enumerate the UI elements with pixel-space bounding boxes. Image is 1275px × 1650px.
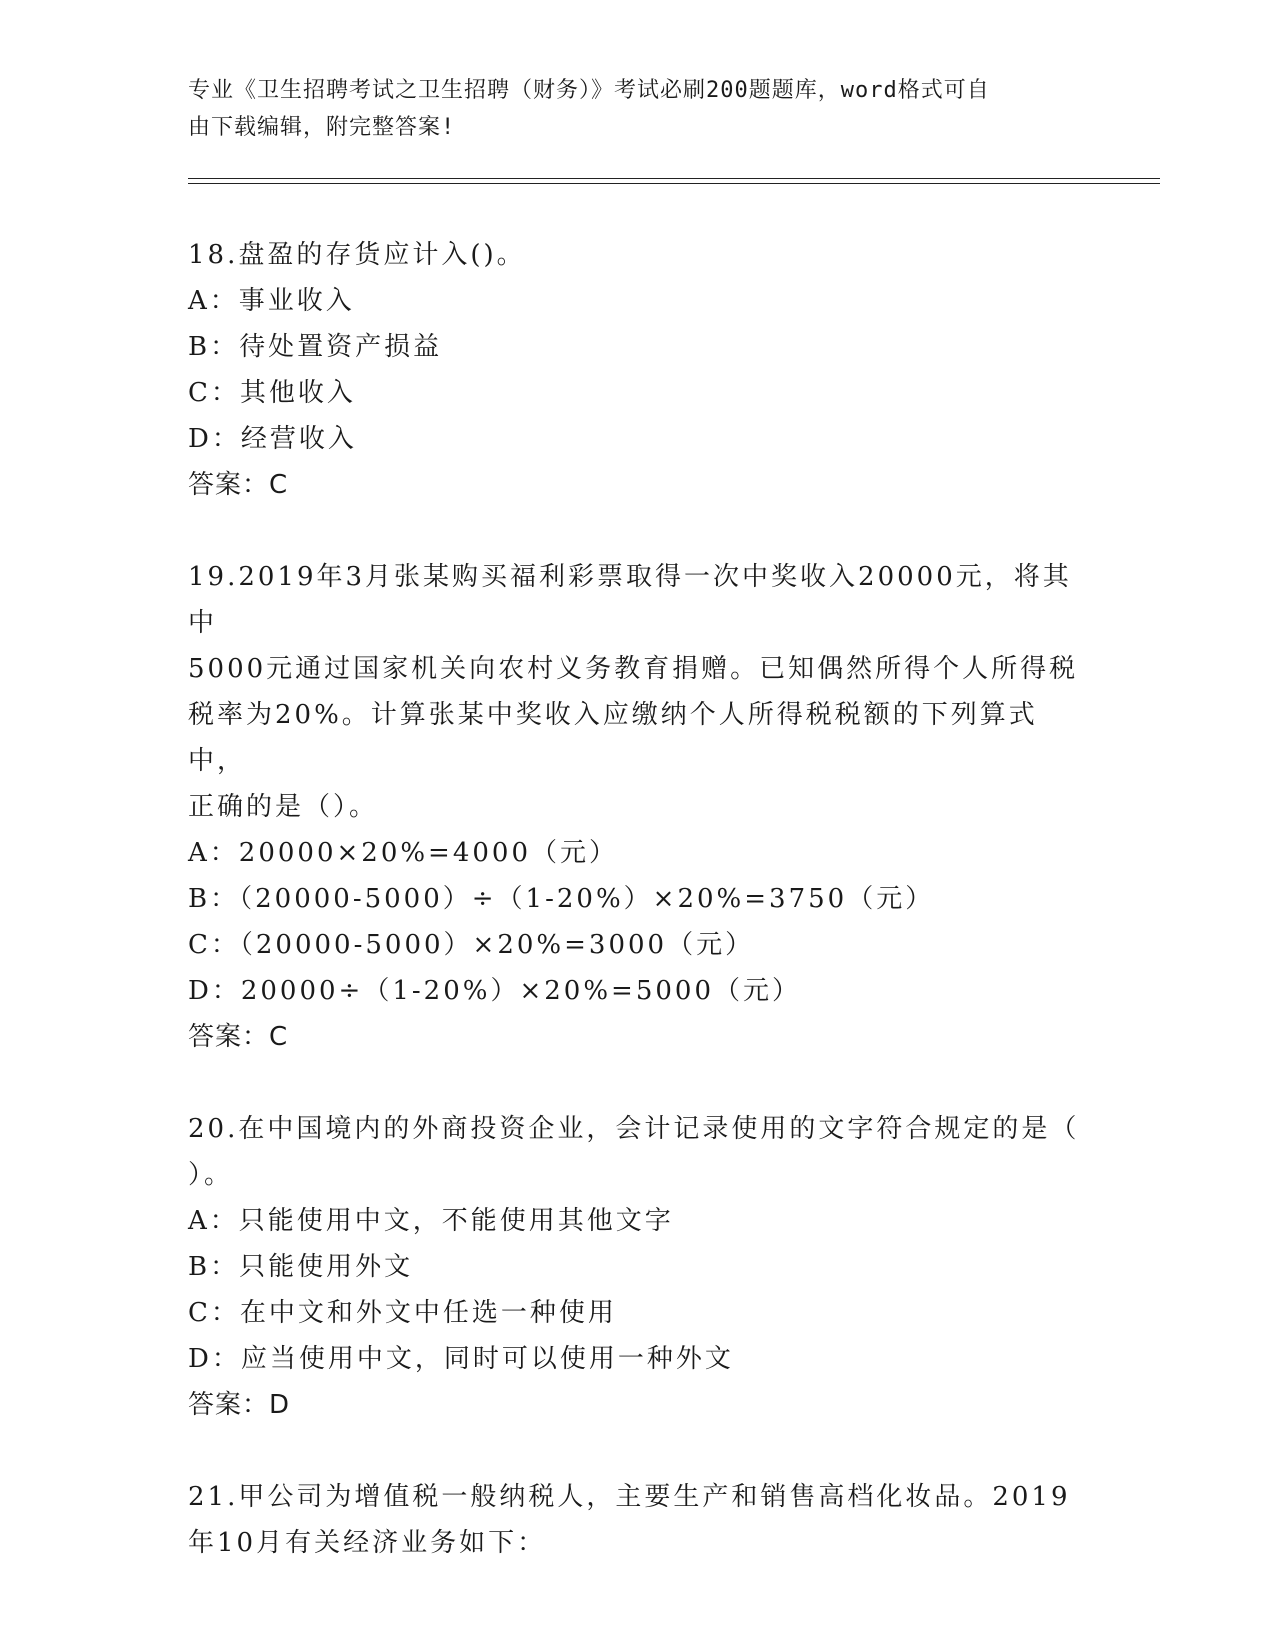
question-18-answer: 答案：C — [188, 470, 289, 500]
question-list — [188, 232, 1088, 1566]
question-18-option-b: B：待处置资产损益 — [188, 332, 443, 362]
question-18-option-a: A：事业收入 — [188, 286, 355, 316]
question-18-option-d: D：经营收入 — [188, 424, 357, 454]
spacer — [188, 1060, 1088, 1106]
question-19-stem-line-1: 19.2019年3月张某购买福利彩票取得一次中奖收入20000元，将其中 — [188, 562, 1072, 638]
question-20-option-d: D：应当使用中文，同时可以使用一种外文 — [188, 1344, 734, 1374]
question-20-option-c: C：在中文和外文中任选一种使用 — [188, 1298, 617, 1328]
header-line-2: 由下载编辑，附完整答案! — [188, 115, 456, 140]
question-19-stem-line-2: 5000元通过国家机关向农村义务教育捐赠。已知偶然所得个人所得税 — [188, 654, 1079, 684]
question-21-stem-line-1: 21.甲公司为增值税一般纳税人，主要生产和销售高档化妆品。2019 — [188, 1482, 1071, 1512]
question-19-option-d: D：20000÷（1-20%）×20%=5000（元） — [188, 976, 801, 1006]
question-20-stem-line-1: 20.在中国境内的外商投资企业，会计记录使用的文字符合规定的是（ — [188, 1114, 1080, 1144]
question-19-stem-line-3: 税率为20%。计算张某中奖收入应缴纳个人所得税税额的下列算式中， — [188, 700, 1038, 776]
question-20-option-a: A：只能使用中文，不能使用其他文字 — [188, 1206, 674, 1236]
document-header — [188, 72, 1078, 146]
question-20-option-b: B：只能使用外文 — [188, 1252, 414, 1282]
question-18 — [188, 232, 1088, 508]
question-19-answer: 答案：C — [188, 1022, 289, 1052]
header-divider-bottom — [188, 183, 1160, 184]
question-19-option-a: A：20000×20%=4000（元） — [188, 838, 619, 868]
question-18-option-c: C：其他收入 — [188, 378, 356, 408]
question-21-stem-line-2: 年10月有关经济业务如下： — [188, 1528, 547, 1558]
question-20-stem-line-2: ）。 — [188, 1160, 234, 1190]
spacer — [188, 508, 1088, 554]
spacer — [188, 1428, 1088, 1474]
question-19-stem-line-4: 正确的是（）。 — [188, 792, 379, 822]
question-20 — [188, 1106, 1088, 1428]
header-divider-top — [188, 178, 1160, 179]
question-19-option-c: C：（20000-5000）×20%=3000（元） — [188, 930, 755, 960]
question-19 — [188, 554, 1088, 1060]
question-19-option-b: B：（20000-5000）÷（1-20%）×20%=3750（元） — [188, 884, 935, 914]
header-line-1: 专业《卫生招聘考试之卫生招聘（财务）》考试必刷200题题库，word格式可自 — [188, 78, 990, 103]
question-21 — [188, 1474, 1088, 1566]
question-20-answer: 答案：D — [188, 1390, 291, 1420]
question-18-stem: 18.盘盈的存货应计入()。 — [188, 240, 526, 270]
